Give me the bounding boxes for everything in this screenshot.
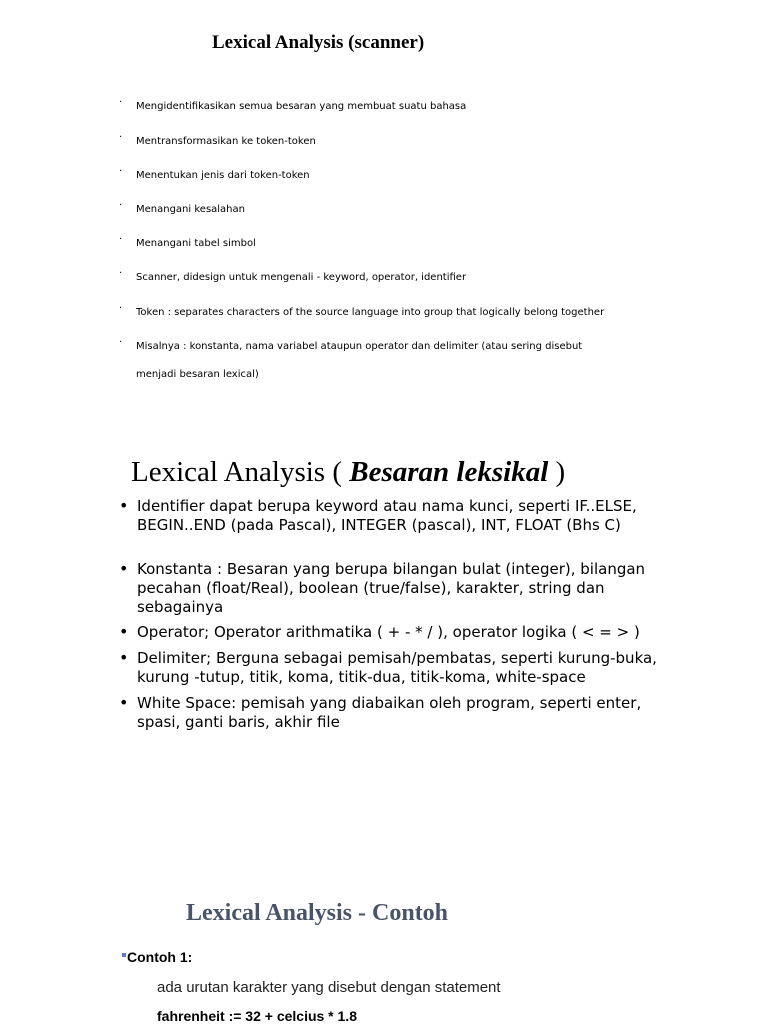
list-item-text: White Space: pemisah yang diabaikan oleh program, seperti enter, spasi, ganti baris, akhir file [137, 694, 642, 731]
bullet-dot-icon: · [119, 166, 123, 177]
list-item-text: Menangani tabel simbol [136, 238, 256, 249]
slide-besaran-leksikal [0, 440, 768, 770]
slide-title-besaran [131, 456, 565, 489]
list-item-text: Mentransformasikan ke token-token [136, 136, 316, 147]
list-item-text: Delimiter; Berguna sebagai pemisah/pembatas, seperti kurung-buka, kurung -tutup, titik, koma, titik-dua, titik-koma, white-space [137, 649, 657, 686]
list-item-text: Token : separates characters of the source language into group that logically belong together [136, 307, 605, 318]
title-suffix: ) [548, 456, 566, 488]
list-item-text: Misalnya : konstanta, nama variabel ataupun operator dan delimiter (atau sering disebut [136, 341, 583, 352]
title-prefix: Lexical Analysis ( [131, 456, 350, 488]
list-item-text: Menangani kesalahan [136, 204, 245, 215]
bullet-dot-icon: · [119, 132, 123, 143]
bullet-dot-icon: • [119, 693, 129, 712]
bullet-dot-icon: • [119, 559, 129, 578]
bullet-dot-icon: · [119, 268, 123, 279]
slide-title-scanner: Lexical Analysis (scanner) [212, 32, 425, 53]
list-item-text: Identifier dapat berupa keyword atau nama kunci, seperti IF..ELSE, BEGIN..END (pada Pascal), INTEGER (pascal), INT, FLOAT (Bhs C) [137, 497, 637, 534]
bullet-dot-icon: • [119, 622, 129, 641]
list-item-continuation: menjadi besaran lexical) [136, 369, 259, 380]
list-item-text: Menentukan jenis dari token-token [136, 170, 310, 181]
slide-scanner [0, 0, 768, 420]
bullet-dot-icon: • [119, 496, 129, 515]
bullet-dot-icon: · [119, 97, 123, 108]
bullet-dot-icon: • [119, 648, 129, 667]
bullet-dot-icon: · [119, 303, 123, 314]
example-label-text: Contoh 1: [127, 949, 193, 965]
example-description: ada urutan karakter yang disebut dengan statement [157, 979, 501, 996]
bullet-dot-icon: · [119, 234, 123, 245]
slide-contoh [0, 880, 768, 1024]
example-code: fahrenheit := 32 + celcius * 1.8 [157, 1008, 357, 1024]
list-item-text: Scanner, didesign untuk mengenali - keyword, operator, identifier [136, 272, 467, 283]
list-item-text: Konstanta : Besaran yang berupa bilangan bulat (integer), bilangan pecahan (float/Real), boolean (true/false), karakter, string dan sebagainya [137, 560, 646, 616]
example-label [122, 949, 192, 965]
list-item-text: Operator; Operator arithmatika ( + - * / ), operator logika ( < = > ) [137, 623, 640, 641]
square-bullet-icon [122, 953, 126, 957]
slide-title-contoh: Lexical Analysis - Contoh [186, 900, 449, 926]
bullet-dot-icon: · [119, 337, 123, 348]
bullet-dot-icon: · [119, 200, 123, 211]
title-italic: Besaran leksikal [349, 456, 549, 488]
list-item-text: Mengidentifikasikan semua besaran yang membuat suatu bahasa [136, 101, 467, 112]
